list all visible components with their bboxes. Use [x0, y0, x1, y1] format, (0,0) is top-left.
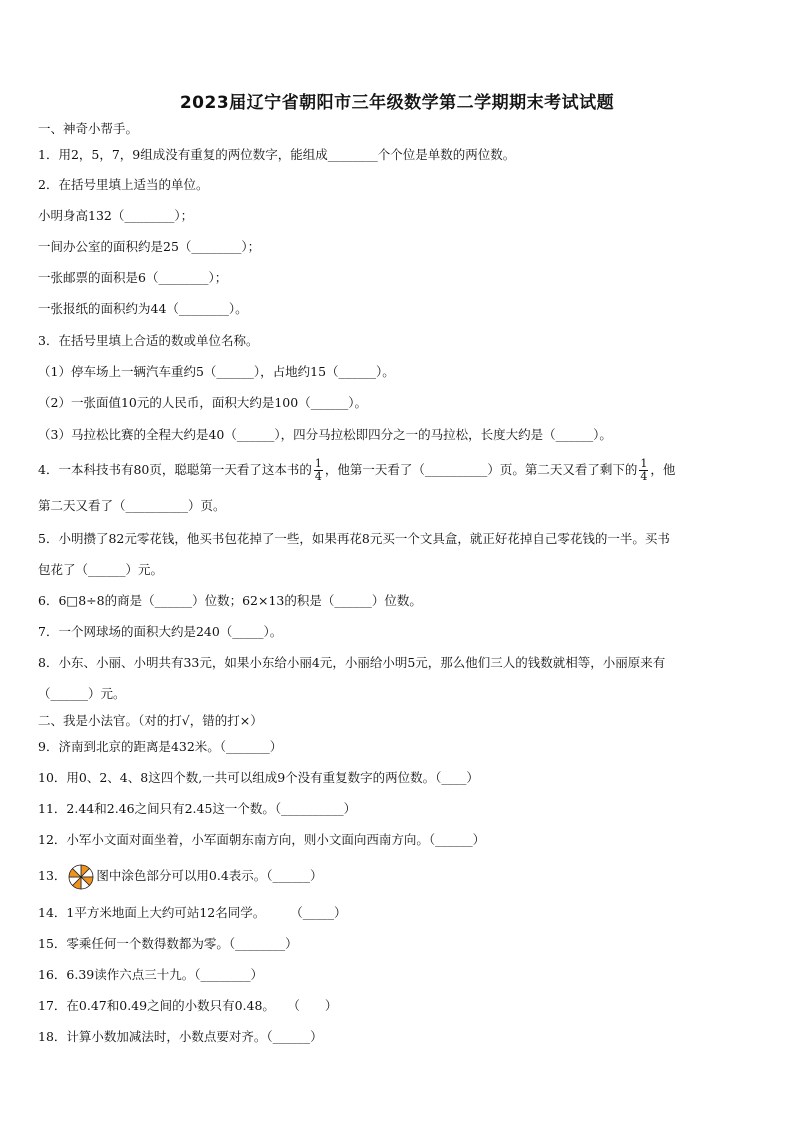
shaded-circle-figure	[68, 864, 94, 890]
question-5: 5．小明攒了82元零花钱，他买书包花掉了一些，如果再花8元买一个文具盒，就正好花掉自己零花钱的一半。买书	[38, 531, 670, 546]
question-4	[38, 456, 675, 484]
question-2b: 一间办公室的面积约是25（________）；	[38, 239, 261, 254]
question-17: 17．在0.47和0.49之间的小数只有0.48。 （ ）	[38, 998, 338, 1013]
question-14: 14．1平方米地面上大约可站12名同学。 （_____）	[38, 905, 347, 920]
question-8-line2: （______）元。	[38, 686, 126, 701]
question-3c: （3）马拉松比赛的全程大约是40（______），四分马拉松即四分之一的马拉松，长度大约是（______）。	[38, 427, 612, 442]
section-2-heading: 二、我是小法官。（对的打√，错的打×）	[38, 713, 263, 728]
question-3: 3．在括号里填上合适的数或单位名称。	[38, 333, 259, 348]
question-13-text: 图中涂色部分可以用0.4表示。（______）	[96, 868, 323, 883]
question-3a: （1）停车场上一辆汽车重约5（______），占地约15（______）。	[38, 364, 395, 379]
question-2c: 一张邮票的面积是6（________）；	[38, 270, 228, 285]
page-title: 2023届辽宁省朝阳市三年级数学第二学期期末考试试题	[179, 93, 615, 113]
question-4-line2: 第二天又看了（__________）页。	[38, 498, 226, 513]
question-13-number: 13．	[38, 868, 67, 883]
question-8: 8．小东、小丽、小明共有33元，如果小东给小丽4元，小丽给小明5元，那么他们三人的钱数就相等，小丽原来有	[38, 655, 666, 670]
question-6: 6．6□8÷8的商是（______）位数；62×13的积是（______）位数。	[38, 593, 422, 608]
question-16: 16．6.39读作六点三十九。（________）	[38, 967, 263, 982]
fraction-one-quarter: $\frac{1}{4}$	[314, 457, 322, 483]
question-2a: 小明身高132（________）；	[38, 208, 194, 223]
question-4-part3: ，他	[650, 462, 676, 477]
pie-svg	[68, 864, 94, 890]
section-1-heading: 一、神奇小帮手。	[38, 121, 139, 136]
question-12: 12．小军小文面对面坐着，小军面朝东南方向，则小文面向西南方向。（______）	[38, 832, 486, 847]
question-9: 9．济南到北京的距离是432米。（_______）	[38, 739, 283, 754]
question-4-part1: 4．一本科技书有80页，聪聪第一天看了这本书的	[38, 462, 312, 477]
question-7: 7．一个网球场的面积大约是240（_____）。	[38, 624, 283, 639]
question-13	[38, 862, 323, 890]
question-18: 18．计算小数加减法时，小数点要对齐。（______）	[38, 1029, 323, 1044]
question-11: 11．2.44和2.46之间只有2.45这一个数。（__________）	[38, 801, 357, 816]
question-5-line2: 包花了（______）元。	[38, 562, 164, 577]
fraction-one-quarter-2: $\frac{1}{4}$	[640, 457, 648, 483]
question-4-part2: ，他第一天看了（__________）页。第二天又看了剩下的	[324, 462, 638, 477]
question-2d: 一张报纸的面积约为44（________）。	[38, 301, 248, 316]
question-1: 1．用2，5，7，9组成没有重复的两位数字，能组成________个个位是单数的两位数。	[38, 147, 516, 162]
question-3b: （2）一张面值10元的人民币，面积大约是100（______）。	[38, 395, 367, 410]
question-2: 2．在括号里填上适当的单位。	[38, 177, 209, 192]
question-10: 10．用0、2、4、8这四个数,一共可以组成9个没有重复数字的两位数。（____）	[38, 770, 479, 785]
question-15: 15．零乘任何一个数得数都为零。（________）	[38, 936, 298, 951]
